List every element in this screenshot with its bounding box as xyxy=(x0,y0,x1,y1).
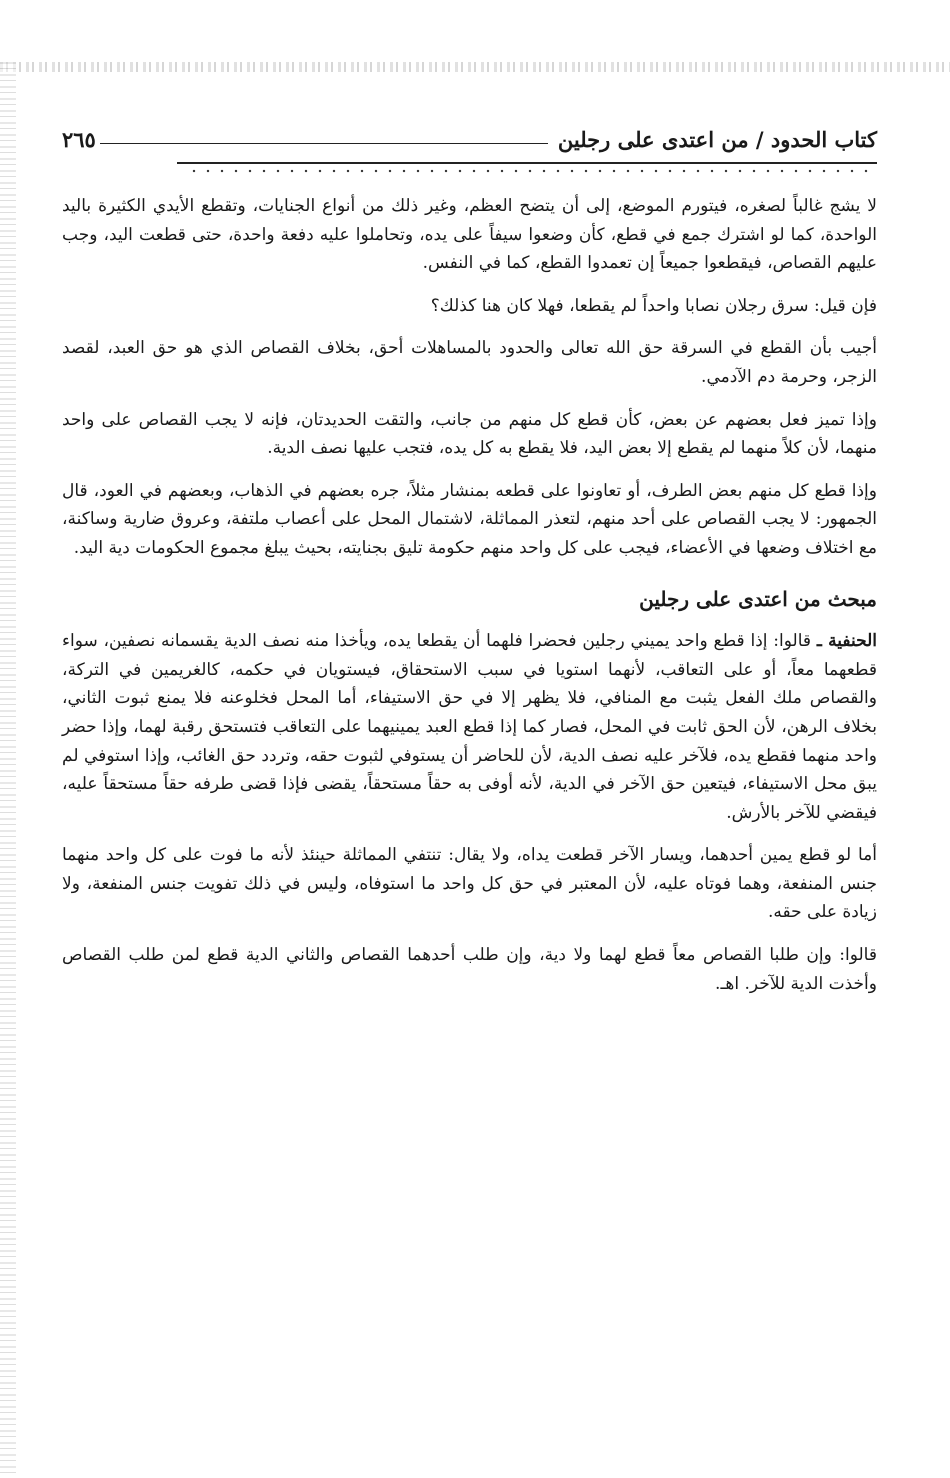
scan-edge-left xyxy=(0,62,16,1478)
header-dotted-rule xyxy=(187,168,877,174)
lead-paragraph-text: قالوا: إذا قطع واحد يميني رجلين فحضرا فلهما أن يقطعا يده، ويأخذا منه نصف الدية يقسمانه نصفين، سواء قطعهما معاً، أو على التعاقب، لأنهما استويا في سبب الاستحقاق، فيستويان في حكمه، كالغريمين في التركة، والقصاص ملك الفعل يثبت مع المنافي، فلا يظهر إلا في حق الاستيفاء، أما المحل فخلوعنه فلا يمنع ثبوت الثاني، بخلاف الرهن، لأن الحق ثابت في المحل، فصار كما إذا قطع العبد يمينيهما على التعاقب فتستحق رقبة لهما، وإذا حضر واحد منهما فقطع يده، فلآخر عليه نصف الدية، لأن للحاضر أن يستوفي لثبوت حقه، وتردد حق الغائب، وإذا استوفي لم يبق محل الاستيفاء، فيتعين حق الآخر في الدية، لأنه أوفى به حقاً مستحقاً، يقضى فإذا قضى طرفه حقاً مستحقاً عليه، فيقضي للآخر بالأرش. xyxy=(62,631,877,823)
section-heading: مبحث من اعتدى على رجلين xyxy=(639,586,877,611)
paragraph: فإن قيل: سرق رجلان نصابا واحداً لم يقطعا، فهلا كان هنا كذلك؟ xyxy=(430,295,877,316)
paragraph: وإذا تميز فعل بعضهم عن بعض، كأن قطع كل منهم من جانب، والتقت الحديدتان، فإنه لا يجب القصاص على واحد منهما، لأن كلاً منهما لم يقطع إلا بعض اليد، فلا يقطع به كل يده، فتجب عليها نصف الدية. xyxy=(62,409,877,459)
scan-edge-top xyxy=(0,62,950,72)
paragraph: قالوا: وإن طلبا القصاص معاً قطع لهما ولا دية، وإن طلب أحدهما القصاص والثاني الدية قطع لمن طلب القصاص وأخذت الدية للآخر. اهـ. xyxy=(62,945,877,994)
paragraph: لا يشج غالباً لصغره، فيتورم الموضع، إلى أن يتضح العظم، وغير ذلك من أنواع الجنايات، وتقطع الأيدي الكثيرة باليد الواحدة، كما لو اشترك جمع في قطع، كأن وضعوا سيفاً على يده، وتحاملوا عليه دفعة واحدة، حتى قطعت اليد، وجب عليهم القصاص، فيقطعوا جميعاً إن تعمدوا القطع، كما في النفس. xyxy=(62,196,877,274)
paragraph: وإذا قطع كل منهم بعض الطرف، أو تعاونوا على قطعه بمنشار مثلاً، جره بعضهم في الذهاب، وبعضهم في العود، قال الجمهور: لا يجب القصاص على أحد منهم، لتعذر المماثلة، لاشتمال المحل على أعصاب ملتفة، وعروق ضارية وساكنة، مع اختلاف وضعها في الأعضاء، فيجب على كل واحد منهم حكومة تليق بجنايته، بحيث يبلغ مجموع الحكومات دية اليد. xyxy=(62,480,877,558)
header-rule xyxy=(177,162,877,164)
page-body xyxy=(62,192,877,998)
running-header xyxy=(62,112,877,152)
paragraph: أما لو قطع يمين أحدهما، ويسار الآخر قطعت يداه، ولا يقال: تنتفي المماثلة حينئذ لأنه ما فوت على كل واحد منهما جنس المنفعة، وهما فوتاه عليه، لأن المعتبر في حق كل واحد ما استوفاه، وليس في ذلك تفويت جنس المنفعة، ولا زيادة على حقه. xyxy=(62,845,877,923)
lead-term: الحنفية ـ xyxy=(816,631,878,652)
book-page xyxy=(62,112,877,1012)
paragraph: أجيب بأن القطع في السرقة حق الله تعالى والحدود بالمساهلات أحق، بخلاف القصاص الذي هو حق العبد، لقصد الزجر، وحرمة دم الآدمي. xyxy=(62,338,877,387)
page-number: ٢٦٥ xyxy=(62,127,96,152)
section-lead-paragraph xyxy=(62,627,877,827)
header-leader-line xyxy=(100,143,548,144)
running-title: كتاب الحدود / من اعتدى على رجلين xyxy=(557,127,877,152)
